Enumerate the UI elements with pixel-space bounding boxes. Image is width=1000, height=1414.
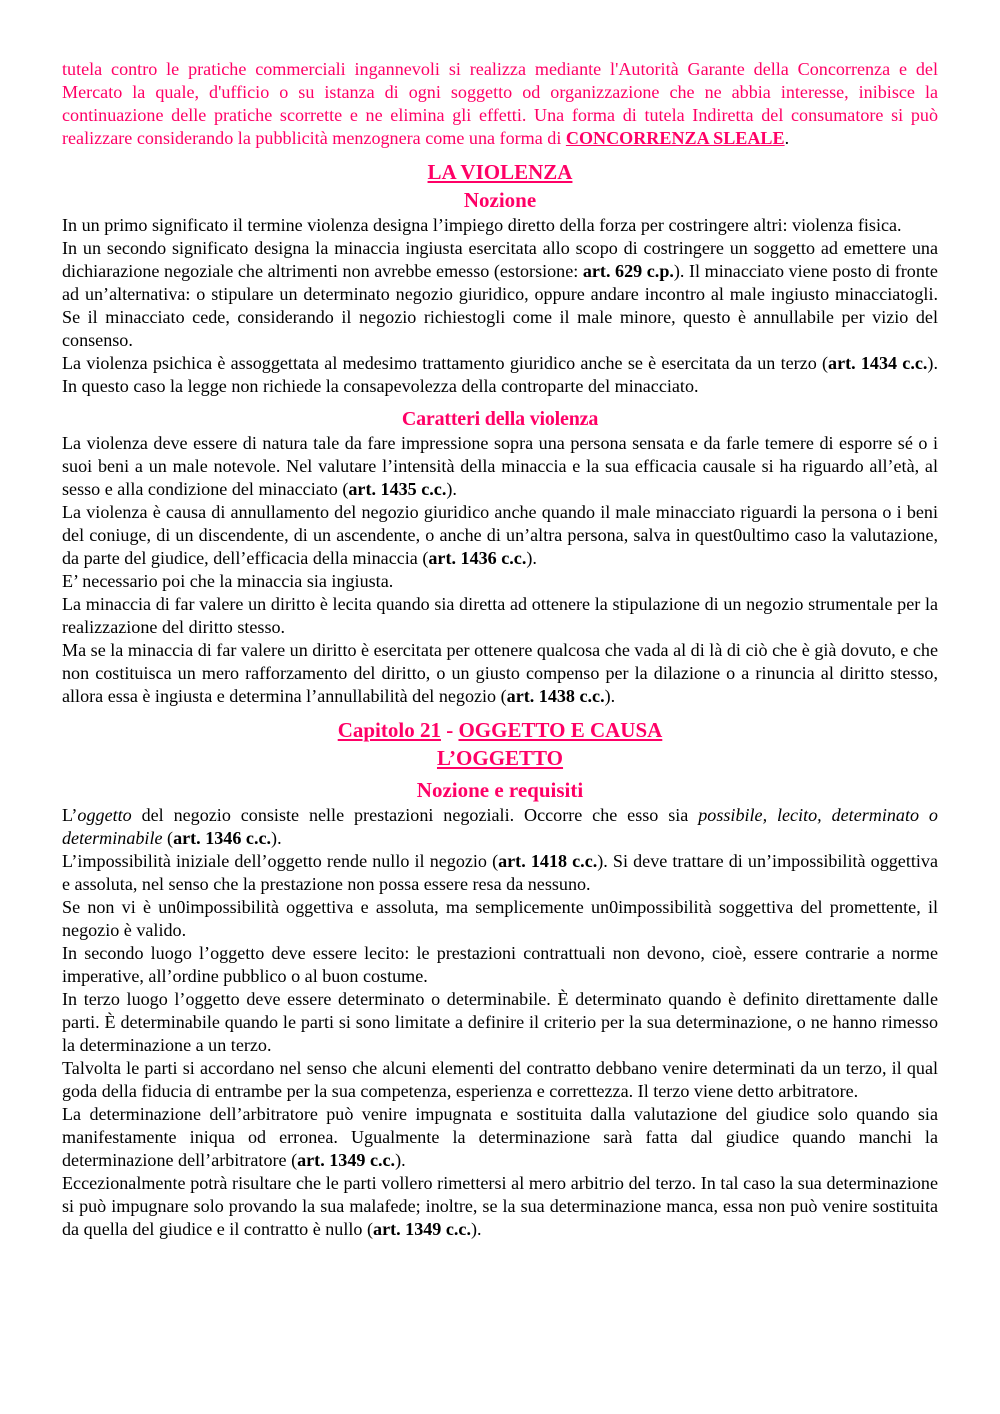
chapter-separator: - — [440, 718, 459, 742]
caratteri-p2: La violenza è causa di annullamento del negozio giuridico anche quando il male minacciato riguardi la persona o i beni del coniuge, di un discendente, di un ascendente, o anche di un’altra persona, salva in quest0ultimo caso la valutazione, da parte del giudice, dell’efficacia della minaccia (art. 1436 c.c.). — [62, 502, 938, 568]
violenza-p3: La violenza psichica è assoggettata al medesimo trattamento giuridico anche se è esercitata da un terzo (art. 1434 c.c.). In questo caso la legge non richiede la consapevolezza della controparte del minacciato. — [62, 353, 938, 396]
intro-end: . — [784, 128, 790, 148]
ref-art-1434: art. 1434 c.c. — [828, 353, 928, 373]
ref-art-1435: art. 1435 c.c. — [348, 479, 447, 499]
intro-paragraph — [62, 58, 938, 150]
oggetto-p2: L’impossibilità iniziale dell’oggetto rende nullo il negozio (art. 1418 c.c.). Si deve trattare di un’impossibilità oggettiva e assoluta, nel senso che la prestazione non possa essere resa da nessuno. — [62, 851, 938, 894]
ref-art-1349-a: art. 1349 c.c. — [297, 1150, 396, 1170]
oggetto-p8: Eccezionalmente potrà risultare che le parti vollero rimettersi al mero arbitrio del terzo. In tal caso la sua determinazione si può impugnare solo provando la sua malafede; inoltre, se la sua determinazione manca, essa non può venire sostituita da quella del giudice e il contratto è nullo (art. 1349 c.c.). — [62, 1173, 938, 1239]
intro-text: tutela contro le pratiche commerciali ingannevoli si realizza mediante l'Autorità Garante della Concorrenza e del Mercato la quale, d'ufficio o su istanza di ogni soggetto od organizzazione che ne abbia interesse, inibisce la continuazione delle pratiche scorrette e ne elimina gli effetti. Una forma di tutela Indiretta del consumatore si può realizzare considerando la pubblicità menzognera come una forma di — [62, 59, 938, 148]
chapter-label: Capitolo 21 — [337, 718, 441, 742]
caratteri-title: Caratteri della violenza — [401, 408, 599, 430]
oggetto-p6: Talvolta le parti si accordano nel senso che alcuni elementi del contratto debbano venire determinati da un terzo, il qual goda della fiducia di entrambe per la sua competenza, esperienza e correttezza. Il terzo viene detto arbitratore. — [62, 1058, 938, 1101]
oggetto-p3: Se non vi è un0impossibilità oggettiva e assoluta, ma semplicemente un0impossibilità soggettiva del promettente, il negozio è valido. — [62, 897, 938, 940]
oggetto-p4: In secondo luogo l’oggetto deve essere lecito: le prestazioni contrattuali non devono, cioè, essere contrarie a norme imperative, all’ordine pubblico o al buon costume. — [62, 943, 938, 986]
chapter-heading — [62, 716, 938, 744]
nozione-requisiti-title: Nozione e requisiti — [416, 778, 584, 802]
ref-art-1418: art. 1418 c.c. — [498, 851, 598, 871]
ref-art-1436: art. 1436 c.c. — [428, 548, 527, 568]
oggetto-p1: L’oggetto del negozio consiste nelle prestazioni negoziali. Occorre che esso sia possibile, lecito, determinato o determinabile (art. 1346 c.c.). — [62, 805, 938, 848]
violenza-nozione-title: Nozione — [463, 188, 537, 212]
ref-art-629: art. 629 c.p. — [582, 261, 674, 281]
concorrenza-sleale-link[interactable]: CONCORRENZA SLEALE — [565, 128, 785, 148]
ref-art-1349-b: art. 1349 c.c. — [373, 1219, 471, 1239]
oggetto-section-title: L’OGGETTO — [436, 746, 564, 770]
oggetto-p5: In terzo luogo l’oggetto deve essere determinato o determinabile. È determinato quando è definito direttamente dalle parti. È determinabile quando le parti si sono limitate a definire il criterio per la sua determinazione, o ne hanno rimesso la determinazione a un terzo. — [62, 989, 938, 1055]
violenza-title: LA VIOLENZA — [427, 160, 573, 184]
violenza-p1: In un primo significato il termine violenza designa l’impiego diretto della forza per costringere altri: violenza fisica. — [62, 215, 902, 235]
ref-art-1438: art. 1438 c.c. — [506, 686, 605, 706]
ref-art-1346: art. 1346 c.c. — [173, 828, 272, 848]
violenza-p2: In un secondo significato designa la minaccia ingiusta esercitata allo scopo di costringere un soggetto ad emettere una dichiarazione negoziale che altrimenti non avrebbe emesso (estorsione: art. 629 c.p.). Il minacciato viene posto di fronte ad un’alternativa: o stipulare un determinato negozio giuridico, oppure andare incontro al male ingiusto minacciatogli. Se il minacciato cede, considerando il negozio richiestogli come il male minore, questo è annullabile per vizio del consenso. — [62, 238, 938, 350]
caratteri-p3: E’ necessario poi che la minaccia sia ingiusta. — [62, 571, 394, 591]
caratteri-p1: La violenza deve essere di natura tale da fare impressione sopra una persona sensata e da farle temere di esporre sé o i suoi beni a un male notevole. Nel valutare l’intensità della minaccia e la sua efficacia causale si ha riguardo all’età, al sesso e alla condizione del minacciato (art. 1435 c.c.). — [62, 433, 938, 499]
chapter-title: OGGETTO E CAUSA — [458, 718, 663, 742]
caratteri-p5: Ma se la minaccia di far valere un diritto è esercitata per ottenere qualcosa che vada al di là di ciò che è già dovuto, e che non costituisca un mero rafforzamento del diritto, o un giusto compenso per la dilazione o a rinuncia al diritto stesso, allora essa è ingiusta e determina l’annullabilità del negozio (art. 1438 c.c.). — [62, 640, 938, 706]
oggetto-p7: La determinazione dell’arbitratore può venire impugnata e sostituita dalla valutazione del giudice solo quando sia manifestamente iniqua od erronea. Ugualmente la determinazione sarà fatta dal giudice quando manchi la determinazione dell’arbitratore (art. 1349 c.c.). — [62, 1104, 938, 1170]
caratteri-p4: La minaccia di far valere un diritto è lecita quando sia diretta ad ottenere la stipulazione di un negozio strumentale per la realizzazione del diritto stesso. — [62, 594, 938, 637]
